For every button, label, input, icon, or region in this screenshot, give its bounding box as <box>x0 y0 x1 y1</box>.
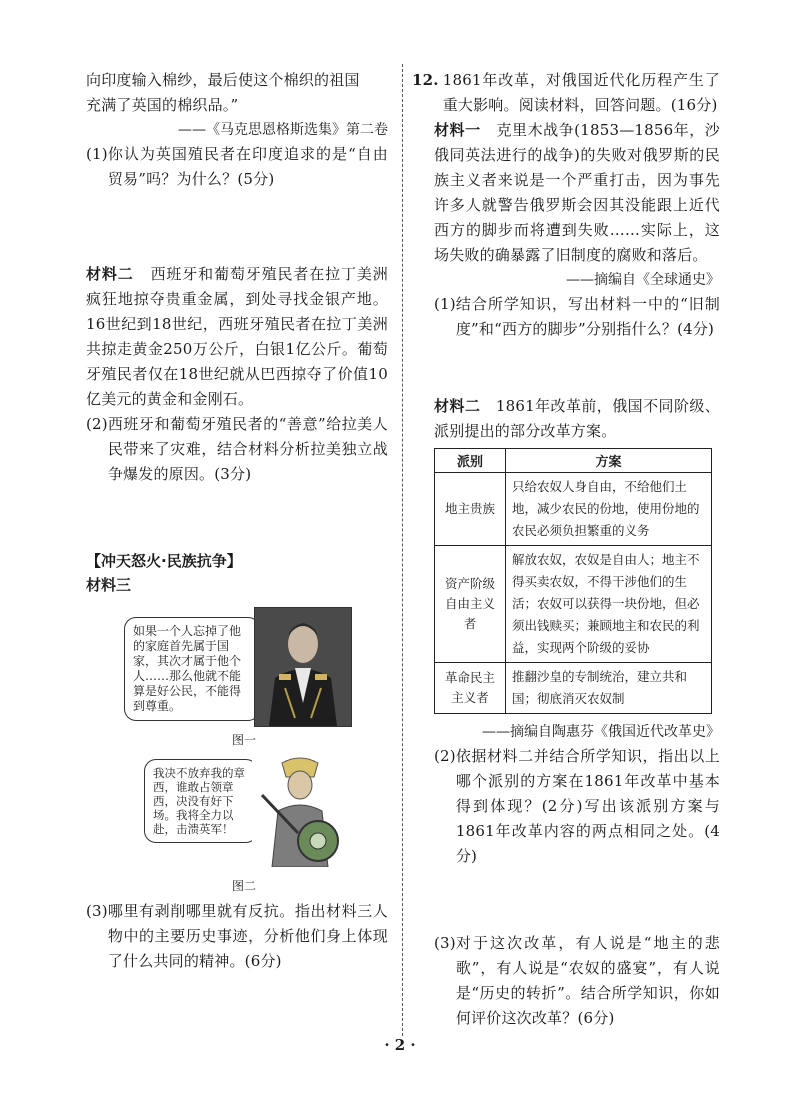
material-text: 西班牙和葡萄牙殖民者在拉丁美洲疯狂地掠夺贵重金属，到处寻找金银产地。16世纪到18世纪，西班牙殖民者在拉丁美洲共掠走黄金250万公斤，白银1亿公斤。葡萄牙殖民者仅在18世纪就从巴西掠夺了价值10亿美元的黄金和金刚石。 <box>86 265 388 408</box>
bubble-text: 我决不放弃我的章西，谁敢占领章西，决没有好下场。我将全力以赴，击溃英军！ <box>153 766 245 836</box>
right-column <box>412 68 720 1031</box>
left-column <box>86 68 388 974</box>
speech-bubble-2 <box>144 759 258 843</box>
page-number: · 2 · <box>384 1036 416 1054</box>
question-number: (3) <box>434 934 456 952</box>
portrait-illustration <box>252 755 348 867</box>
intro-line-2: 充满了英国的棉织品。” <box>86 96 239 114</box>
table-cell-group: 革命民主主义者 <box>435 663 506 714</box>
left-question-2 <box>86 412 388 487</box>
question-12 <box>412 68 720 118</box>
material-label: 材料一 <box>434 121 481 139</box>
material-3-label: 材料三 <box>86 576 132 594</box>
table-header: 派别 <box>435 449 506 473</box>
left-question-1 <box>86 142 388 192</box>
section-title: 【冲天怒火·民族抗争】 <box>86 552 242 570</box>
question-text: 你认为英国殖民者在印度追求的是“自由贸易”吗？为什么？(5分) <box>107 145 388 188</box>
table-cell-group: 资产阶级自由主义者 <box>435 546 506 663</box>
question-text: 对于这次改革，有人说是“地主的悲歌”，有人说是“农奴的盛宴”，有人说是“历史的转折”。结合所学知识，你如何评价这次改革？(6分) <box>455 934 720 1027</box>
question-number: (3) <box>86 902 108 920</box>
figure-caption: 图二 <box>232 879 257 893</box>
material-1-source: ——摘编自《全球通史》 <box>566 272 720 288</box>
table-row <box>435 473 712 546</box>
question-text: 结合所学知识，写出材料一中的“旧制度”和“西方的脚步”分别指什么？(4分) <box>455 295 720 338</box>
right-question-1 <box>420 292 720 342</box>
question-number: 12. <box>412 71 439 89</box>
question-number: (2) <box>86 415 108 433</box>
table-header: 方案 <box>506 449 712 473</box>
column-divider <box>402 64 403 1036</box>
portrait-lakshmibai <box>252 755 348 867</box>
table-row <box>435 546 712 663</box>
intro-line-1: 向印度输入棉纱，最后使这个棉织的祖国 <box>86 71 360 89</box>
portrait-illustration <box>255 608 351 726</box>
right-question-3 <box>420 931 720 1031</box>
table-cell-plan: 解放农奴，农奴是自由人；地主不得买卖农奴，不得干涉他们的生活；农奴可以获得一块份地，但必须出钱赎买；兼顾地主和农民的利益，实现两个阶级的妥协 <box>506 546 712 663</box>
material-1-paragraph <box>420 118 720 268</box>
question-number: (1) <box>434 295 456 313</box>
figure-caption: 图一 <box>232 733 257 747</box>
intro-source: ——《马克思恩格斯选集》第二卷 <box>178 122 388 138</box>
material-text: 1861年改革前，俄国不同阶级、派别提出的部分改革方案。 <box>434 397 720 440</box>
table-cell-plan: 只给农奴人身自由，不给他们土地，减少农民的份地，使用份地的农民必须负担繁重的义务 <box>506 473 712 546</box>
material-2-paragraph <box>420 394 720 444</box>
right-question-2 <box>420 744 720 869</box>
left-question-3 <box>86 899 388 974</box>
question-text: 西班牙和葡萄牙殖民者的“善意”给拉美人民带来了灾难，结合材料分析拉美独立战争爆发的原因。(3分) <box>107 415 388 483</box>
portrait-bolivar <box>254 607 352 727</box>
figure-2 <box>86 755 388 895</box>
material-2-paragraph <box>86 262 388 412</box>
material-2-source: ——摘编自陶惠芬《俄国近代改革史》 <box>482 724 720 740</box>
reform-plans-table <box>434 448 712 714</box>
bubble-text: 如果一个人忘掉了他的家庭首先属于国家，其次才属于他个人……那么他就不能算是好公民，不能得到尊重。 <box>133 624 242 713</box>
material-label: 材料二 <box>434 397 481 415</box>
speech-bubble-1 <box>124 617 260 721</box>
table-row <box>435 663 712 714</box>
question-text: 依据材料二并结合所学知识，指出以上哪个派别的方案在1861年改革中基本得到体现？(2分)写出该派别方案与1861年改革内容的两点相同之处。(4分) <box>455 747 720 865</box>
question-text: 哪里有剥削哪里就有反抗。指出材料三人物中的主要历史事迹，分析他们身上体现了什么共同的精神。(6分) <box>107 902 388 970</box>
question-number: (2) <box>434 747 456 765</box>
question-number: (1) <box>86 145 108 163</box>
figure-1 <box>86 601 388 751</box>
material-label: 材料二 <box>86 265 134 283</box>
table-cell-plan: 推翻沙皇的专制统治，建立共和国；彻底消灭农奴制 <box>506 663 712 714</box>
question-text: 1861年改革，对俄国近代化历程产生了重大影响。阅读材料，回答问题。(16分) <box>442 71 720 114</box>
material-text: 克里木战争(1853—1856年，沙俄同英法进行的战争)的失败对俄罗斯的民族主义者来说是一个严重打击，因为事先许多人就警告俄罗斯会因其没能跟上近代西方的脚步而将遭到失败……实际上，这场失败的确暴露了旧制度的腐败和落后。 <box>434 121 720 264</box>
table-cell-group: 地主贵族 <box>435 473 506 546</box>
